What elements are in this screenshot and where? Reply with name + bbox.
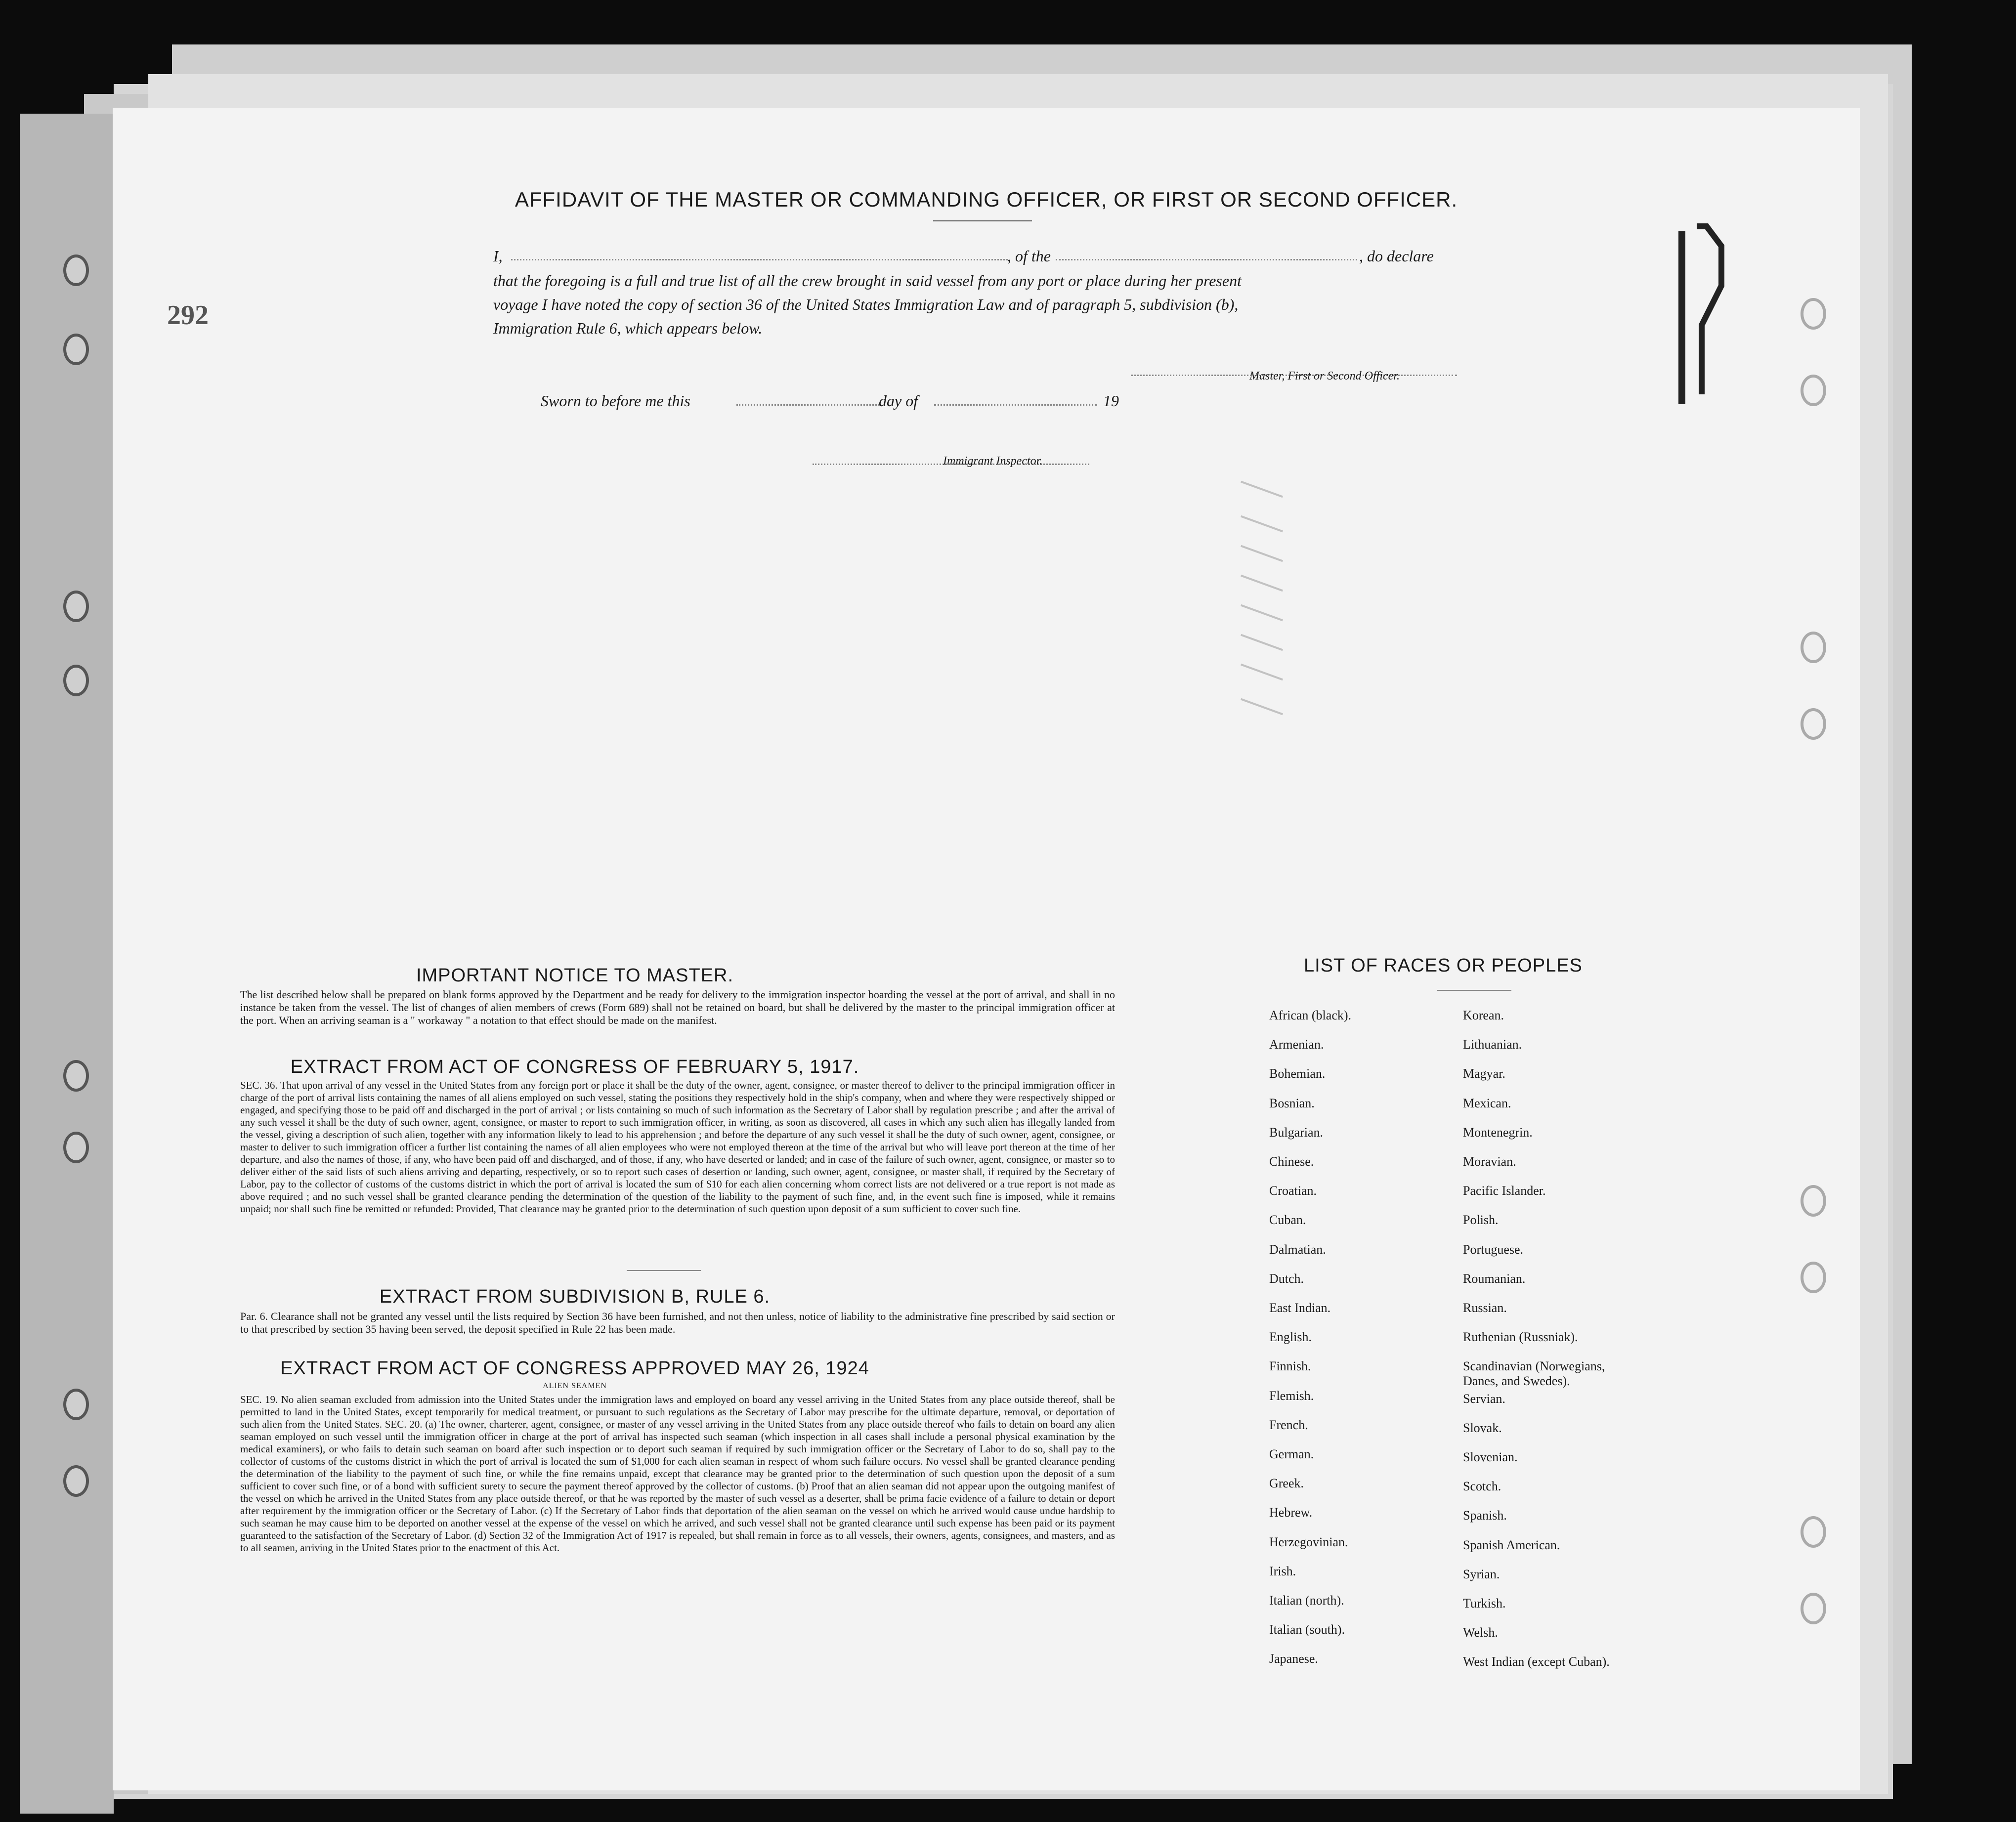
notice-text: The list described below shall be prepared on blank forms approved by the Department and be ready for delivery to the immigration inspector boarding the vessel at the port of arrival, and shall in no instance be taken from the vessel. The list of changes of alien members of crews (Form 689) shall not be retained on board, but shall be delivered by the master to the principal immigration officer at the port. When an arriving seaman is a " workaway " a notation to that effect should be made on the manifest.: [240, 988, 1115, 1026]
binder-hole-icon: [63, 1465, 89, 1497]
binder-hole-icon: [1801, 708, 1826, 740]
race-item: Turkish.: [1463, 1596, 1506, 1610]
affidavit-line4: Immigration Rule 6, which appears below.: [493, 319, 763, 337]
faint-tick-mark: [1241, 545, 1283, 562]
race-item: Bosnian.: [1269, 1096, 1315, 1110]
race-item: Spanish American.: [1463, 1537, 1560, 1552]
sworn-month-field[interactable]: [934, 404, 1097, 406]
race-item: Portuguese.: [1463, 1242, 1524, 1257]
faint-tick-mark: [1241, 698, 1283, 716]
race-item: Italian (south).: [1269, 1622, 1345, 1637]
binder-hole-icon: [1801, 375, 1826, 406]
faint-tick-mark: [1241, 515, 1283, 533]
sworn-day: day of: [879, 392, 918, 410]
extract-1924-title: EXTRACT FROM ACT OF CONGRESS APPROVED MAY 26, 1924: [280, 1358, 869, 1379]
race-item: Magyar.: [1463, 1066, 1505, 1081]
race-item: Scotch.: [1463, 1479, 1501, 1494]
faint-tick-mark: [1241, 481, 1283, 498]
affidavit-line3: voyage I have noted the copy of section 36 of the United States Immigration Law and of paragraph 5, subdivision (b),: [493, 296, 1239, 313]
race-item: Spanish.: [1463, 1508, 1507, 1523]
faint-tick-mark: [1241, 604, 1283, 622]
binder-hole-icon: [63, 591, 89, 622]
extract-1924-text: SEC. 19. No alien seaman excluded from admission into the United States under the immigration laws and employed on board any vessel arriving in the United States from any place outside thereof, shall be permitted to land in the United States, except temporarily for medical treatment, or pursuant to such regulations as the Secretary of Labor may prescribe for the ultimate departure, removal, or deportation of such alien from the United States. SEC. 20. (a) The owner, charterer, agent, consignee, or master of any vessel arriving in the United States from any place outside thereof who fails to detain on board any alien seaman employed on such vessel until the immigration officer in charge at the port of arrival has inspected such seaman (which inspection in all cases shall include a personal physical examination by the medical examiners), or who fails to detain such seaman on board after such inspection or to deport such seaman if required by such immigration officer or the Secretary of Labor to do so, shall pay to the collector of customs of the customs district in which the port of arrival is located the sum of $1,000 for each alien seaman in respect of whom such failure occurs. No vessel shall be granted clearance pending the determination of the liability to the payment of such fine, or while the fine remains unpaid, except that clearance may be granted prior to the determination of such question upon the deposit of a sum sufficient to cover such fine, or of a bond with sufficient surety to secure the payment thereof approved by the collector of customs. (b) Proof that an alien seaman did not appear upon the outgoing manifest of the vessel on which he arrived in the United States from any place outside thereof, or that he was reported by the master of such vessel as a deserter, shall be prima facie evidence of a failure to detain or deport after requirement by the immigration officer or the Secretary of Labor. (c) If the Secretary of Labor finds that deportation of the alien seaman on the vessel on which he arrived would cause undue hardship to such seaman he may cause him to be deported on another vessel at the expense of the vessel on which he arrived, and such vessel shall not be granted clearance until such expense has been paid or its payment guaranteed to the satisfaction of the Secretary of Labor. (d) Section 32 of the Immigration Act of 1917 is repealed, but shall remain in force as to all vessels, their owners, agents, consignees, and masters, and as to all seamen, arriving in the United States prior to the enactment of this Act.: [240, 1394, 1115, 1554]
race-item: Dalmatian.: [1269, 1242, 1326, 1257]
divider: [627, 1270, 701, 1271]
divider: [933, 220, 1032, 221]
extract-rule6-text: Par. 6. Clearance shall not be granted any vessel until the lists required by Section 36 have been furnished, and not then unless, notice of liability to the administrative fine prescribed by said section or to that prescribed by section 35 having been served, the deposit specified in Rule 22 has been made.: [240, 1310, 1115, 1335]
race-item: Japanese.: [1269, 1652, 1318, 1666]
race-item: Finnish.: [1269, 1359, 1311, 1374]
race-item: Bulgarian.: [1269, 1125, 1324, 1140]
vessel-field[interactable]: [1056, 259, 1357, 260]
race-item: Russian.: [1463, 1301, 1507, 1315]
binder-hole-icon: [1801, 1262, 1826, 1293]
race-item: Scandinavian (Norwegians, Danes, and Swedes).: [1463, 1359, 1605, 1389]
extract-rule6-title: EXTRACT FROM SUBDIVISION B, RULE 6.: [379, 1286, 771, 1307]
signature-label: Master, First or Second Officer.: [1249, 370, 1400, 382]
back-sheet-edge: [20, 114, 114, 1814]
race-item: Bohemian.: [1269, 1066, 1326, 1081]
name-field[interactable]: [511, 259, 1008, 260]
sworn-year: 19: [1103, 392, 1119, 410]
race-item: Flemish.: [1269, 1388, 1314, 1403]
binder-hole-icon: [63, 1132, 89, 1163]
race-item: English.: [1269, 1330, 1312, 1345]
race-item: African (black).: [1269, 1008, 1352, 1022]
faint-tick-mark: [1241, 575, 1283, 592]
race-item: Slovak.: [1463, 1420, 1502, 1435]
binder-hole-icon: [63, 334, 89, 365]
race-item: Cuban.: [1269, 1213, 1306, 1228]
binder-hole-icon: [63, 254, 89, 286]
extract-1924-subtitle: ALIEN SEAMEN: [543, 1382, 607, 1390]
race-item: Lithuanian.: [1463, 1037, 1522, 1052]
faint-tick-mark: [1241, 664, 1283, 681]
race-item: Slovenian.: [1463, 1450, 1518, 1464]
race-item: Armenian.: [1269, 1037, 1324, 1052]
race-item: Montenegrin.: [1463, 1125, 1533, 1140]
stamp-number: 292: [167, 300, 209, 331]
race-item: French.: [1269, 1417, 1308, 1432]
affidavit-line1-mid: , of the: [1007, 247, 1051, 265]
faint-tick-mark: [1241, 634, 1283, 651]
sworn-start: Sworn to before me this: [541, 392, 690, 410]
divider: [1437, 990, 1511, 991]
race-item: Chinese.: [1269, 1154, 1314, 1169]
race-item: East Indian.: [1269, 1301, 1331, 1315]
binder-hole-icon: [1801, 1516, 1826, 1548]
manifest-page: [113, 108, 1860, 1790]
affidavit-line1-end: , do declare: [1359, 247, 1434, 265]
binder-hole-icon: [1801, 298, 1826, 330]
race-item: Polish.: [1463, 1213, 1499, 1228]
handwritten-mark: [1662, 216, 1761, 424]
races-title: LIST OF RACES OR PEOPLES: [1304, 955, 1583, 976]
binder-hole-icon: [1801, 1593, 1826, 1624]
race-item: Ruthenian (Russniak).: [1463, 1330, 1578, 1345]
binder-hole-icon: [1801, 1185, 1826, 1217]
race-item: Pacific Islander.: [1463, 1184, 1546, 1198]
binder-hole-icon: [63, 665, 89, 696]
extract-1917-text: SEC. 36. That upon arrival of any vessel in the United States from any foreign port or place it shall be the duty of the owner, agent, consignee, or master thereof to deliver to the principal immigration officer in charge of the port of arrival lists containing the names of all aliens employed on such vessel, stating the positions they respectively hold in the ship's company, when and where they were respectively shipped or engaged, and specifying those to be paid off and discharged in the port of arrival ; or lists containing so much of such information as the Secretary of Labor shall by regulation prescribe ; and after the arrival of any such vessel it shall be the duty of such owner, agent, consignee, or master to report to such immigration officer, in writing, as soon as discovered, all cases in which any such alien has illegally landed from the vessel, giving a description of such alien, together with any information likely to lead to his apprehension ; and before the departure of any such vessel it shall be the duty of such owner, agent, consignee, or master to deliver to such immigration officer a further list containing the names of all alien employees who were not employed thereon at the time of the arrival but who will leave port thereon at the time of her departure, and also the names of those, if any, who have been paid off and discharged, and of those, if any, who have deserted or landed; and in case of the failure of such owner, agent, consignee, or master so to deliver either of the said lists of such aliens arriving and departing, respectively, or so to report such cases of desertion or landing, such owner, agent, consignee, or master shall, if required by the Secretary of Labor, pay to the collector of customs of the customs district in which the port of arrival is located the sum of $10 for each alien concerning whom correct lists are not delivered or a true report is not made as above required ; and no such vessel shall be granted clearance pending the determination of the question of the liability to the payment of such fine, and, in the event such fine is imposed, while it remains unpaid; nor shall such fine be remitted or refunded: Provided, That clearance may be granted prior to the determination of such question upon deposit of a sum sufficient to cover such fine.: [240, 1079, 1115, 1215]
race-item: West Indian (except Cuban).: [1463, 1654, 1610, 1669]
race-item: German.: [1269, 1447, 1314, 1461]
sworn-day-field[interactable]: [736, 404, 880, 406]
race-item: Greek.: [1269, 1476, 1304, 1491]
inspector-label: Immigrant Inspector.: [943, 455, 1043, 467]
race-item: Italian (north).: [1269, 1593, 1344, 1608]
affidavit-line1-start: I,: [493, 247, 503, 265]
binder-hole-icon: [63, 1060, 89, 1092]
race-item: Hebrew.: [1269, 1505, 1313, 1520]
race-item: Syrian.: [1463, 1567, 1500, 1581]
race-item: Irish.: [1269, 1564, 1296, 1578]
binder-hole-icon: [1801, 632, 1826, 663]
affidavit-line2: that the foregoing is a full and true list of all the crew brought in said vessel from any port or place during her present: [493, 272, 1242, 290]
binder-hole-icon: [63, 1389, 89, 1420]
race-item: Servian.: [1463, 1391, 1505, 1406]
race-item: Roumanian.: [1463, 1271, 1526, 1286]
race-item: Herzegovinian.: [1269, 1534, 1348, 1549]
affidavit-title: AFFIDAVIT OF THE MASTER OR COMMANDING OFFICER, OR FIRST OR SECOND OFFICER.: [515, 188, 1458, 211]
race-item: Welsh.: [1463, 1625, 1498, 1640]
race-item: Korean.: [1463, 1008, 1504, 1022]
race-item: Mexican.: [1463, 1096, 1511, 1110]
race-item: Croatian.: [1269, 1184, 1317, 1198]
race-item: Dutch.: [1269, 1271, 1304, 1286]
notice-title: IMPORTANT NOTICE TO MASTER.: [416, 965, 734, 986]
extract-1917-title: EXTRACT FROM ACT OF CONGRESS OF FEBRUARY 5, 1917.: [290, 1057, 859, 1077]
race-item: Moravian.: [1463, 1154, 1516, 1169]
